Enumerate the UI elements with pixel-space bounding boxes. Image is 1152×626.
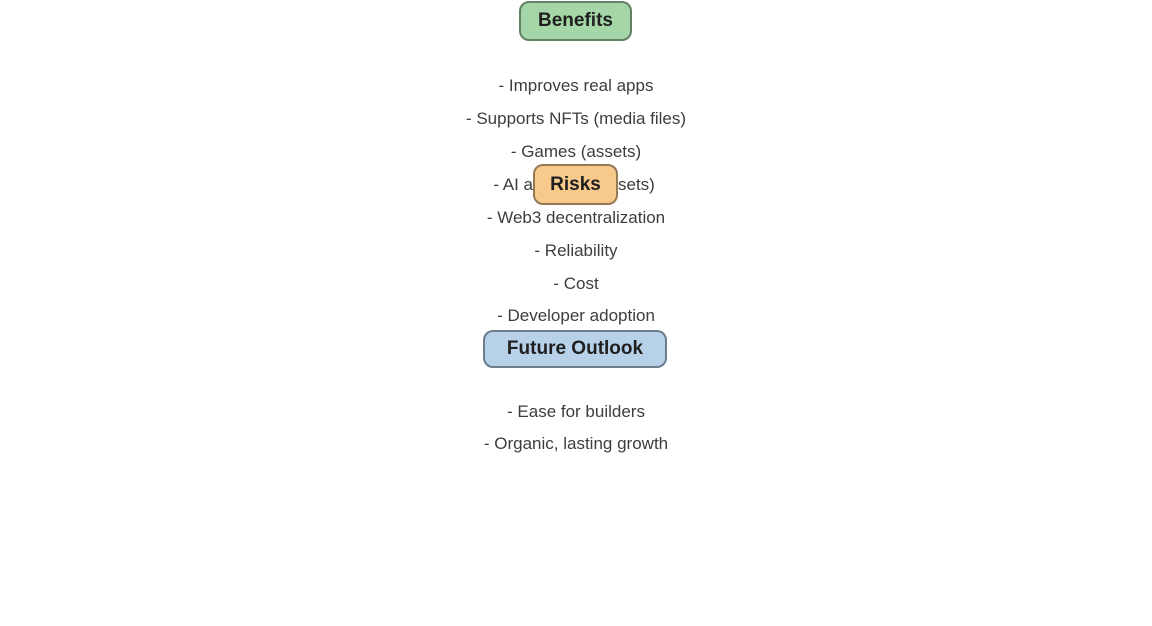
benefits-node[interactable]	[519, 1, 632, 41]
list-item: - Developer adoption	[497, 306, 655, 325]
obscured-list-item-right-fragment: sets)	[618, 175, 655, 194]
list-item: - Supports NFTs (media files)	[465, 109, 687, 128]
list-item: - Web3 decentralization	[486, 208, 666, 227]
list-item: - Ease for builders	[507, 402, 645, 421]
risks-node[interactable]	[533, 164, 618, 205]
obscured-list-item-left-fragment: - AI a	[493, 175, 533, 194]
benefits-node-label: Benefits	[538, 10, 613, 31]
future-outlook-node[interactable]	[483, 330, 667, 368]
list-item: - Organic, lasting growth	[483, 434, 669, 453]
list-item: - Games (assets)	[510, 142, 642, 161]
list-item: - Reliability	[534, 241, 618, 260]
future-outlook-node-label: Future Outlook	[506, 338, 644, 359]
list-item: - Cost	[553, 274, 599, 293]
list-item: - Improves real apps	[498, 76, 654, 95]
risks-node-label: Risks	[550, 173, 601, 195]
